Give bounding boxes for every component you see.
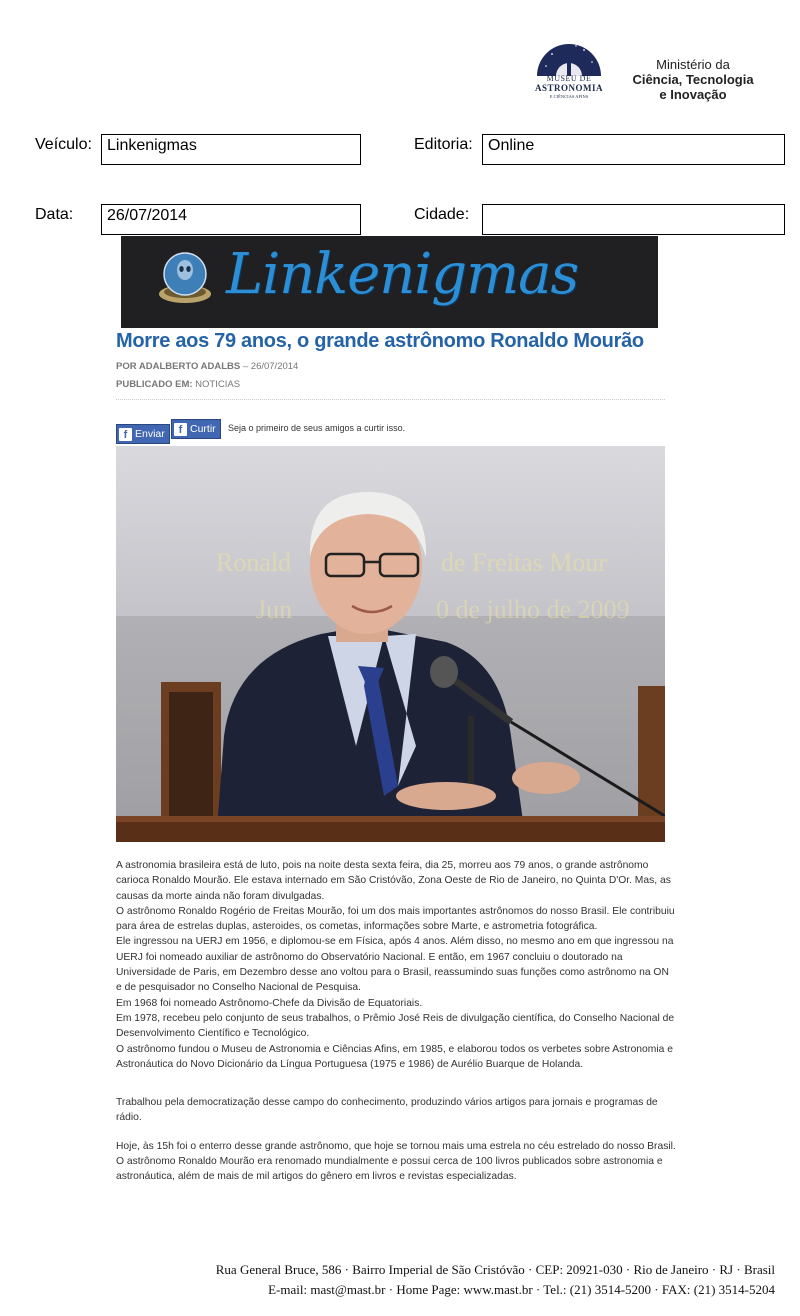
svg-text:de Freitas Mour: de Freitas Mour — [441, 548, 608, 577]
observatory-dome-icon — [532, 38, 606, 78]
facebook-like-note: Seja o primeiro de seus amigos a curtir isso. — [228, 423, 406, 433]
mast-logo-line3: E CIÊNCIAS AFINS — [549, 94, 589, 99]
veiculo-field[interactable]: Linkenigmas — [101, 134, 361, 165]
article-body — [116, 858, 676, 1185]
article-paragraph: O astrônomo Ronaldo Mourão era renomado mundialmente e possui cerca de 100 livros publicados sobre astronomia e astronáutica, além de mais de mil artigos do gênero em livros e revistas especializadas. — [116, 1156, 663, 1183]
like-button-label: Curtir — [190, 423, 216, 435]
facebook-icon: f — [174, 423, 187, 436]
veiculo-label: Veículo: — [35, 136, 92, 153]
linkenigmas-banner — [121, 236, 658, 328]
article-byline — [116, 361, 298, 372]
editoria-field[interactable]: Online — [482, 134, 785, 165]
article-paragraph: Ele ingressou na UERJ em 1956, e diplomou-se em Física, após 4 anos. Além disso, no mesmo ano em que ingressou na UERJ foi nomeado auxiliar de astrônomo do Observatório Nacional. E então, em 1967 concluiu o doutorado na Universidade de Paris, em Dezembro desse ano voltou para o Brasil, reassumindo suas funções como astrônomo na ON e de pesquisador no Conselho Nacional de Pesquisa. — [116, 936, 674, 994]
article-paragraph: Em 1968 foi nomeado Astrônomo-Chefe da Divisão de Equatoriais. — [116, 997, 423, 1009]
svg-text:Ronald: Ronald — [216, 548, 292, 577]
paragraph-gap — [116, 1126, 676, 1139]
facebook-like-button[interactable] — [171, 419, 221, 439]
article-separator — [116, 399, 665, 400]
data-label: Data: — [35, 206, 74, 223]
article-paragraph: Trabalhou pela democratização desse campo do conhecimento, produzindo vários artigos para jornais e programas de rádio. — [116, 1097, 658, 1124]
facebook-send-button[interactable] — [116, 424, 170, 444]
footer-address: Rua General Bruce, 586 · Bairro Imperial de São Cristóvão · CEP: 20921-030 · Rio de Janeiro · RJ · Brasil — [215, 1262, 775, 1277]
published-label: PUBLICADO EM: — [116, 379, 193, 390]
mast-logo-line1: MUSEU DE — [546, 74, 592, 83]
article-paragraph: A astronomia brasileira está de luto, pois na noite desta sexta feira, dia 25, morreu aos 79 anos, o grande astrônomo carioca Ronaldo Mourão. Ele estava internado em São Cristóvão, Zona Oeste de Rio de Janeiro, no Quinta D'Or. Mas, as causas da morte ainda não foram divulgadas. — [116, 860, 671, 902]
send-button-label: Enviar — [135, 428, 165, 440]
article-paragraph: Em 1978, recebeu pelo conjunto de seus trabalhos, o Prêmio José Reis de divulgação científica, do Conselho Nacional de Desenvolvimento Científico e Tecnológico. — [116, 1012, 675, 1040]
svg-text:Jun: Jun — [256, 595, 293, 624]
alien-globe-icon — [154, 246, 216, 308]
article-published — [116, 379, 240, 390]
article-title[interactable]: Morre aos 79 anos, o grande astrônomo Ronaldo Mourão — [116, 330, 644, 352]
footer-contact: E-mail: mast@mast.br · Home Page: www.mast.br · Tel.: (21) 3514-5200 · FAX: (21) 3514-5204 — [268, 1282, 775, 1297]
ministerio-line1: Ministério da — [656, 57, 730, 72]
article-paragraph: Hoje, às 15h foi o enterro desse grande astrônomo, que hoje se tornou mais uma estrela no céu estrelado do nosso Brasil. — [116, 1140, 676, 1152]
mast-logo-text — [532, 74, 606, 99]
published-category[interactable]: NOTICIAS — [195, 379, 241, 390]
byline-date: – 26/07/2014 — [242, 361, 299, 372]
cidade-label: Cidade: — [414, 206, 470, 223]
article-photo — [116, 446, 665, 842]
astronomer-portrait-image — [116, 446, 665, 842]
byline-author[interactable]: POR ADALBERTO ADALBS — [116, 361, 241, 372]
ministerio-logo — [622, 57, 764, 102]
article-paragraph: O astrônomo Ronaldo Rogério de Freitas Mourão, foi um dos mais importantes astrônomos do nosso Brasil. Ele contribuiu para área de estrelas duplas, asteroides, os cometas, informações sobre Marte, e astrometria fotográfica. — [116, 905, 675, 933]
article-paragraph: O astrônomo fundou o Museu de Astronomia e Ciências Afins, em 1985, e elaborou todos os verbetes sobre Astronomia e Astronáutica do Novo Dicionário da Língua Portuguesa (1975 e 1986) de Aurélio Buarque de Holanda. — [116, 1043, 673, 1070]
facebook-icon: f — [119, 428, 132, 441]
ministerio-line3: e Inovação — [659, 87, 727, 102]
ministerio-line2: Ciência, Tecnologia — [632, 72, 754, 87]
data-field[interactable]: 26/07/2014 — [101, 204, 361, 235]
banner-site-name: Linkenigmas — [226, 242, 579, 307]
svg-text:0 de julho de 2009: 0 de julho de 2009 — [436, 595, 630, 624]
mast-logo-line2: ASTRONOMIA — [534, 83, 603, 93]
cidade-field[interactable] — [482, 204, 785, 235]
paragraph-gap — [116, 1072, 676, 1095]
editoria-label: Editoria: — [414, 136, 473, 153]
